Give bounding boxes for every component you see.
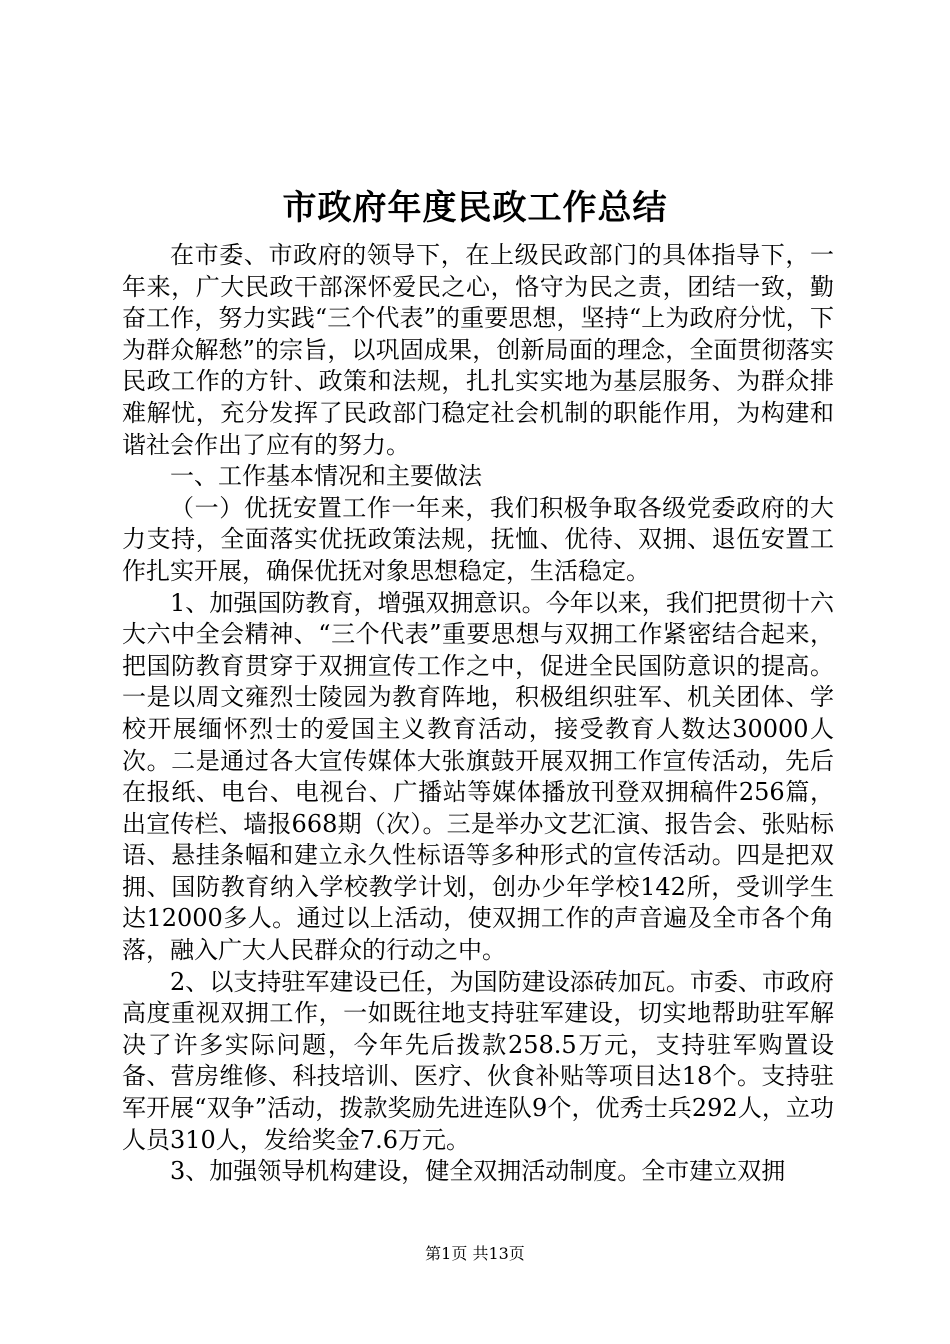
paragraph-intro: 在市委、市政府的领导下，在上级民政部门的具体指导下，一年来，广大民政干部深怀爱民之心，恪守为民之责，团结一致，勤奋工作，努力实践“三个代表”的重要思想，坚持“上为政府分忧，下为群众解愁”的宗旨，以巩固成果，创新局面的理念，全面贯彻落实民政工作的方针、政策和法规，扎扎实实地为基层服务、为群众排难解忧，充分发挥了民政部门稳定社会机制的职能作用，为构建和谐社会作出了应有的努力。 [122, 241, 834, 459]
section-heading: 一、工作基本情况和主要做法 [170, 462, 482, 491]
paragraph-item-3: 3、加强领导机构建设，健全双拥活动制度。全市建立双拥 [170, 1157, 786, 1186]
paragraph-item-1: 1、加强国防教育，增强双拥意识。今年以来，我们把贯彻十六大六中全会精神、“三个代表”重要思想与双拥工作紧密结合起来，把国防教育贯穿于双拥宣传工作之中，促进全民国防意识的提高。一是以周文雍烈士陵园为教育阵地，积极组织驻军、机关团体、学校开展缅怀烈士的爱国主义教育活动，接受教育人数达30000人次。二是通过各大宣传媒体大张旗鼓开展双拥工作宣传活动，先后在报纸、电台、电视台、广播站等媒体播放刊登双拥稿件256篇，出宣传栏、墙报668期（次）。三是举办文艺汇演、报告会、张贴标语、悬挂条幅和建立永久性标语等多种形式的宣传活动。四是把双拥、国防教育纳入学校教学计划，创办少年学校142所，受训学生达12000多人。通过以上活动，使双拥工作的声音遍及全市各个角落，融入广大人民群众的行动之中。 [122, 588, 834, 965]
paragraph-subsection-1: （一）优抚安置工作一年来，我们积极争取各级党委政府的大力支持，全面落实优抚政策法规，抚恤、优待、双拥、退伍安置工作扎实开展，确保优抚对象思想稳定，生活稳定。 [122, 493, 834, 585]
document-body [122, 240, 834, 1188]
paragraph-item-2: 2、以支持驻军建设已任，为国防建设添砖加瓦。市委、市政府高度重视双拥工作，一如既往地支持驻军建设，切实地帮助驻军解决了许多实际问题，今年先后拨款258.5万元，支持驻军购置设备、营房维修、科技培训、医疗、伙食补贴等项目达18个。支持驻军开展“双争”活动，拨款奖励先进连队9个，优秀士兵292人，立功人员310人，发给奖金7.6万元。 [122, 967, 834, 1154]
document-title: 市政府年度民政工作总结 [282, 188, 668, 228]
page-number-footer: 第1页 共13页 [425, 1244, 525, 1263]
